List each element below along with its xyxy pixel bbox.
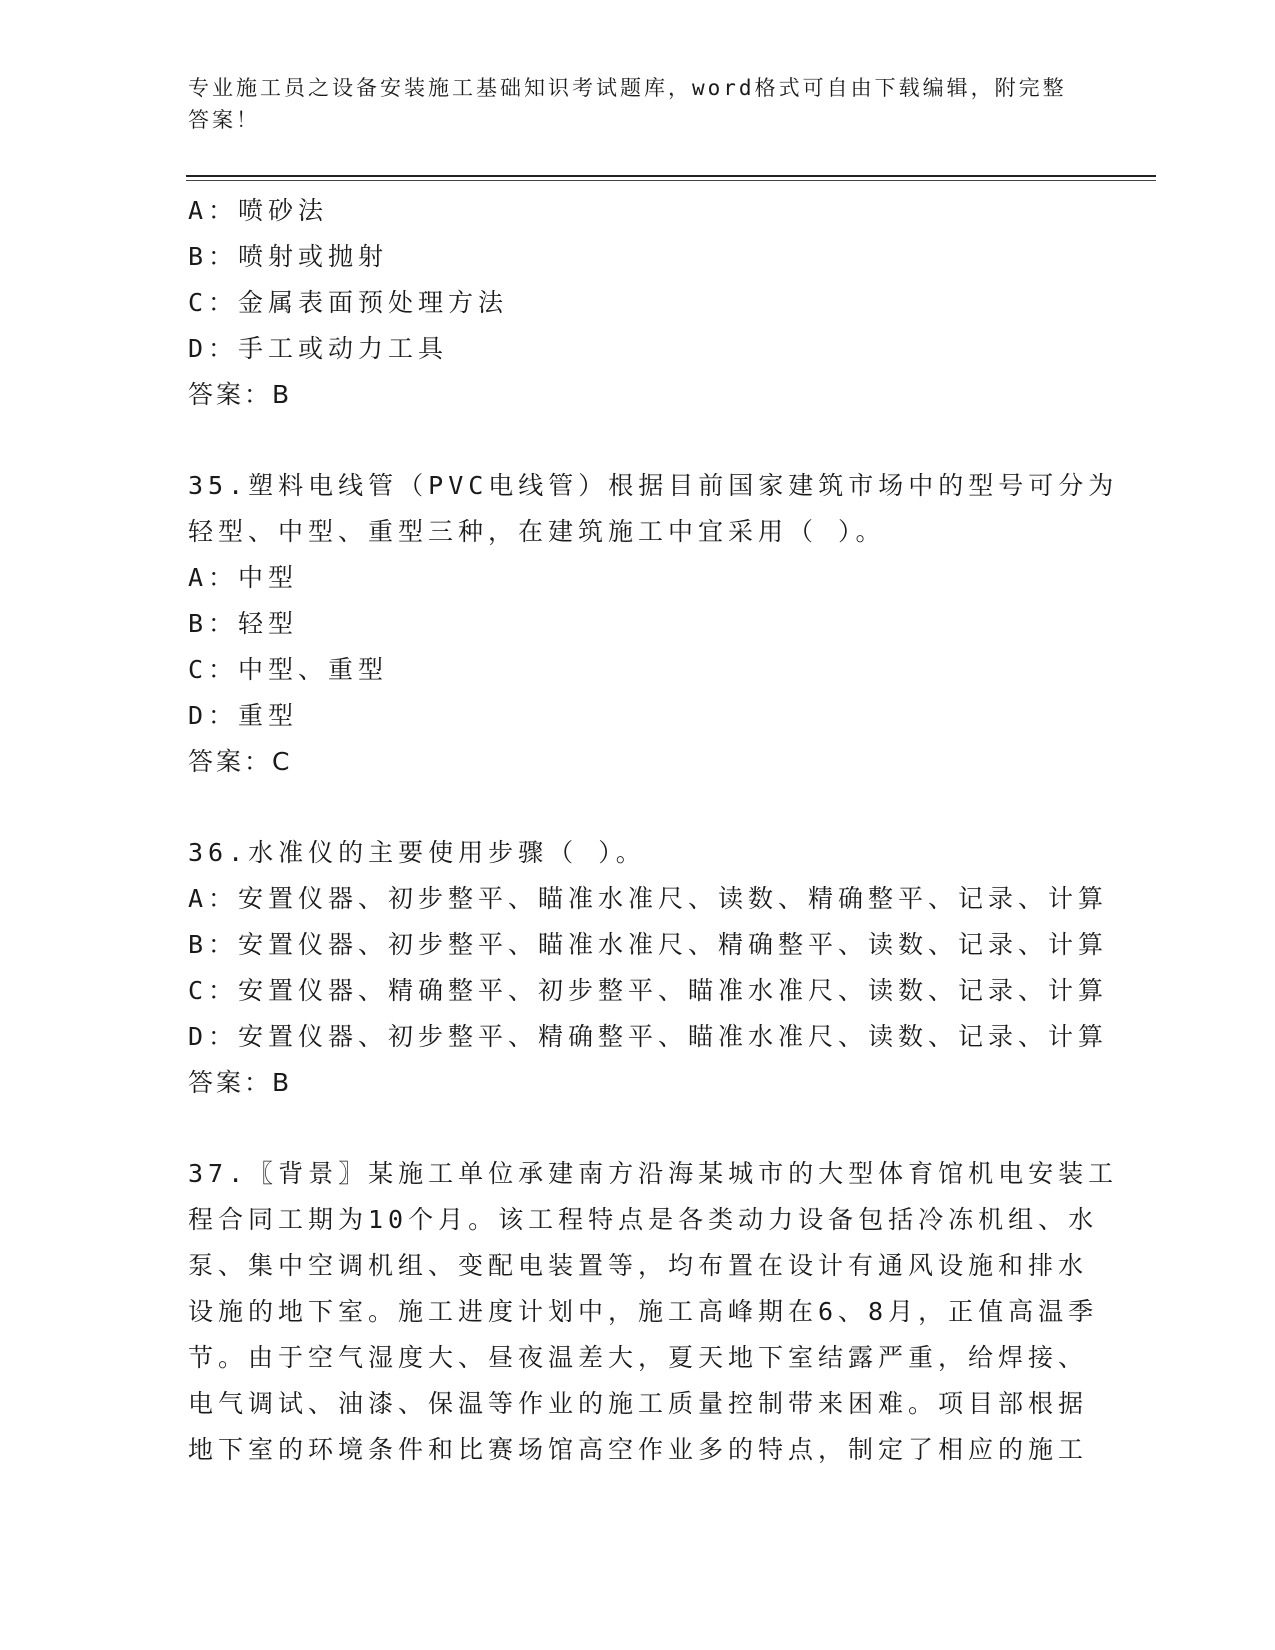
question-text: 35.塑料电线管（PVC电线管）根据目前国家建筑市场中的型号可分为 xyxy=(188,471,1119,500)
option-c: C：中型、重型 xyxy=(188,655,389,684)
option-d: D：安置仪器、初步整平、精确整平、瞄准水准尺、读数、记录、计算 xyxy=(188,1022,1109,1051)
answer: 答案：B xyxy=(188,1068,293,1097)
option-b: B：喷射或抛射 xyxy=(188,242,389,271)
question-text: 地下室的环境条件和比赛场馆高空作业多的特点，制定了相应的施工 xyxy=(188,1435,1089,1464)
page-header: 专业施工员之设备安装施工基础知识考试题库，word格式可自由下载编辑，附完整答案！ xyxy=(188,76,1067,132)
question-block xyxy=(188,1151,1119,1473)
option-b: B：安置仪器、初步整平、瞄准水准尺、精确整平、读数、记录、计算 xyxy=(188,930,1109,959)
option-d: D：手工或动力工具 xyxy=(188,334,449,363)
question-text: 泵、集中空调机组、变配电装置等，均布置在设计有通风设施和排水 xyxy=(188,1251,1089,1280)
question-block xyxy=(188,188,1078,418)
question-block xyxy=(188,830,1109,1106)
option-a: A：安置仪器、初步整平、瞄准水准尺、读数、精确整平、记录、计算 xyxy=(188,884,1109,913)
option-c: C：金属表面预处理方法 xyxy=(188,288,509,317)
question-text: 轻型、中型、重型三种，在建筑施工中宜采用（ ）。 xyxy=(188,517,886,546)
header-rule-thin xyxy=(186,180,1156,181)
question-block xyxy=(188,463,1119,785)
question-text: 程合同工期为10个月。该工程特点是各类动力设备包括冷冻机组、水 xyxy=(188,1205,1099,1234)
question-text: 36.水准仪的主要使用步骤（ ）。 xyxy=(188,838,646,867)
question-content xyxy=(188,188,1119,1473)
header-rule-thick xyxy=(186,175,1156,177)
question-text: 37.〖背景〗某施工单位承建南方沿海某城市的大型体育馆机电安装工 xyxy=(188,1159,1119,1188)
option-b: B：轻型 xyxy=(188,609,299,638)
answer: 答案：C xyxy=(188,747,293,776)
option-c: C：安置仪器、精确整平、初步整平、瞄准水准尺、读数、记录、计算 xyxy=(188,976,1109,1005)
question-text: 设施的地下室。施工进度计划中，施工高峰期在6、8月，正值高温季 xyxy=(188,1297,1099,1326)
question-text: 节。由于空气湿度大、昼夜温差大，夏天地下室结露严重，给焊接、 xyxy=(188,1343,1089,1372)
option-a: A：中型 xyxy=(188,563,299,592)
question-text: 电气调试、油漆、保温等作业的施工质量控制带来困难。项目部根据 xyxy=(188,1389,1089,1418)
option-a: A：喷砂法 xyxy=(188,196,329,225)
answer: 答案：B xyxy=(188,380,293,409)
option-d: D：重型 xyxy=(188,701,299,730)
